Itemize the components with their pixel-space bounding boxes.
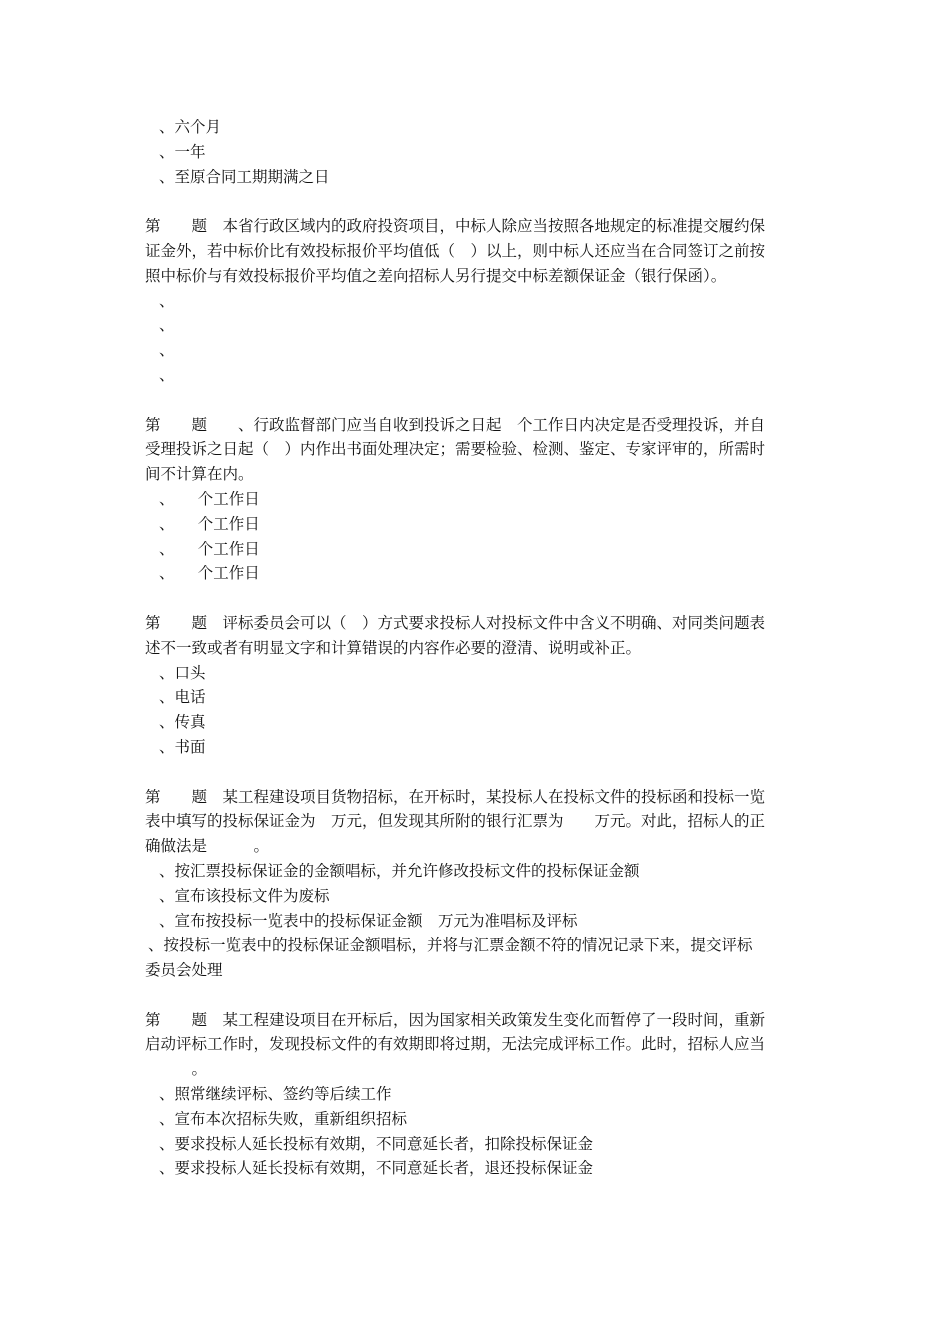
option-a: 、按汇票投标保证金的金额唱标，并允许修改投标文件的投标保证金额: [159, 861, 640, 880]
option-d: 、书面: [159, 737, 206, 756]
option-d: 、 个工作日: [159, 564, 260, 583]
question-block: [145, 611, 810, 760]
question-text-line: 。: [145, 1060, 208, 1079]
option-a: 、: [159, 291, 175, 310]
question-text-line: 第 题 某工程建设项目货物招标，在开标时，某投标人在投标文件的投标函和投标一览: [145, 787, 766, 806]
question-text-line: 证金外，若中标价比有效投标报价平均值低（ ）以上，则中标人还应当在合同签订之前按: [145, 241, 766, 260]
option-a: 、口头: [159, 663, 206, 682]
option-a: 、六个月: [159, 118, 222, 136]
option-a: 、照常继续评标、签约等后续工作: [159, 1085, 392, 1104]
option-c: 、至原合同工期期满之日: [159, 167, 330, 186]
previous-question-options: [145, 115, 810, 189]
question-text-line: 第 题 本省行政区域内的政府投资项目，中标人除应当按照各地规定的标准提交履约保: [145, 217, 766, 236]
option-a: 、 个工作日: [159, 489, 260, 508]
option-c: 、宣布按投标一览表中的投标保证金额 万元为准唱标及评标: [159, 911, 578, 930]
option-d: 、要求投标人延长投标有效期，不同意延长者，退还投标保证金: [159, 1159, 594, 1178]
question-text-line: 照中标价与有效投标报价平均值之差向招标人另行提交中标差额保证金（银行保函）。: [145, 266, 727, 285]
question-text-line: 第 题 、行政监督部门应当自收到投诉之日起 个工作日内决定是否受理投诉，并自: [145, 415, 766, 434]
question-text-line: 第 题 某工程建设项目在开标后，因为国家相关政策发生变化而暂停了一段时间，重新: [145, 1010, 766, 1029]
question-text-line: 述不一致或者有明显文字和计算错误的内容作必要的澄清、说明或补正。: [145, 638, 642, 657]
option-b: 、 个工作日: [159, 514, 260, 533]
question-text-line: 间不计算在内。: [145, 465, 254, 484]
option-c: 、传真: [159, 713, 206, 732]
option-b: 、宣布该投标文件为废标: [159, 886, 330, 905]
question-block: [145, 413, 810, 587]
option-c: 、: [159, 341, 175, 360]
question-text-line: 第 题 评标委员会可以（ ）方式要求投标人对投标文件中含义不明确、对同类问题表: [145, 613, 766, 632]
document-page: [145, 115, 810, 1181]
question-block: [145, 785, 810, 983]
question-text-line: 表中填写的投标保证金为 万元，但发现其所附的银行汇票为 万元。对此，招标人的正: [145, 812, 766, 831]
option-d-continued: 委员会处理: [145, 961, 223, 980]
option-c: 、要求投标人延长投标有效期，不同意延长者，扣除投标保证金: [159, 1134, 594, 1153]
option-b: 、宣布本次招标失败，重新组织招标: [159, 1109, 408, 1128]
option-b: 、电话: [159, 688, 206, 707]
question-block: [145, 1008, 810, 1182]
option-c: 、 个工作日: [159, 539, 260, 558]
option-d: 、: [159, 365, 175, 384]
option-d: 、按投标一览表中的投标保证金额唱标，并将与汇票金额不符的情况记录下来，提交评标: [148, 936, 753, 955]
question-text-line: 启动评标工作时，发现投标文件的有效期即将过期，无法完成评标工作。此时，招标人应当: [145, 1035, 766, 1054]
option-b: 、一年: [159, 142, 206, 161]
question-block: [145, 214, 810, 388]
question-text-line: 确做法是 。: [145, 837, 270, 856]
question-text-line: 受理投诉之日起（ ）内作出书面处理决定；需要检验、检测、鉴定、专家评审的，所需时: [145, 440, 766, 459]
option-b: 、: [159, 316, 175, 335]
